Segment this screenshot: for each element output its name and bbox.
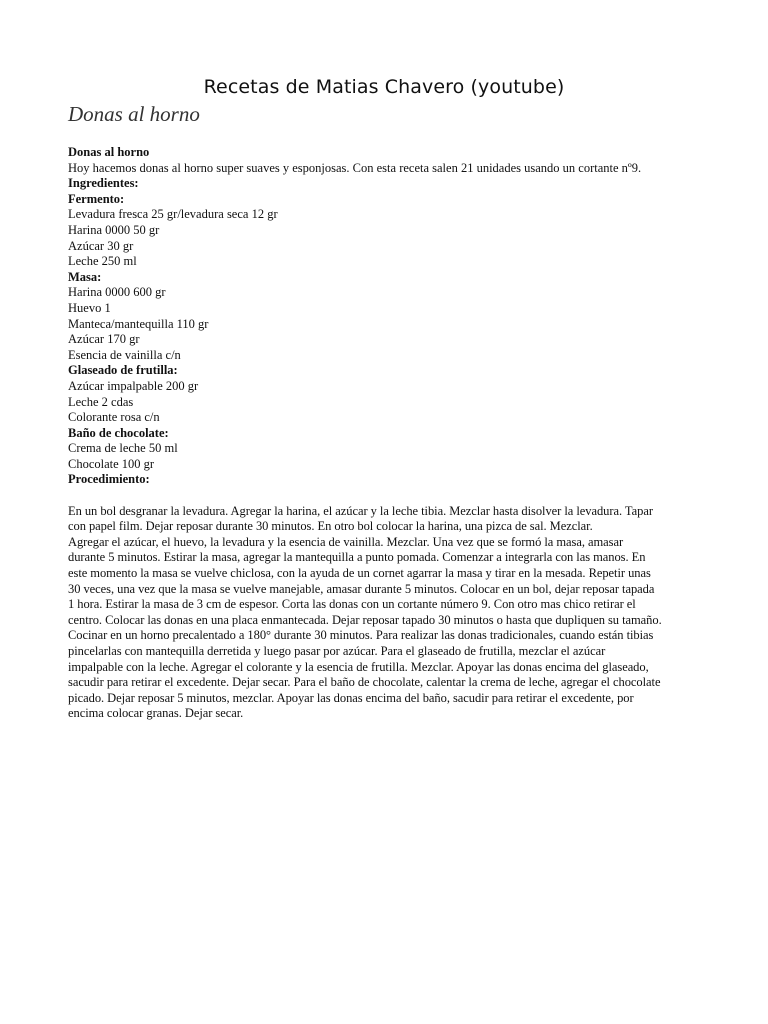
procedure-line: sacudir para retirar el excedente. Dejar secar. Para el baño de chocolate, calentar la crema de leche, agregar el chocolate bbox=[68, 675, 661, 690]
ingredient-item: Azúcar 170 gr bbox=[68, 332, 140, 347]
procedure-line: 1 hora. Estirar la masa de 3 cm de espesor. Corta las donas con un cortante número 9. Con otro mas chico retirar el bbox=[68, 597, 636, 612]
procedure-line: durante 5 minutos. Estirar la masa, agregar la mantequilla a punto pomada. Comenzar a integrarla con las manos. En bbox=[68, 550, 646, 565]
ingredient-item: Leche 2 cdas bbox=[68, 394, 134, 409]
ingredient-item: Manteca/mantequilla 110 gr bbox=[68, 316, 209, 331]
ingredients-label: Ingredientes: bbox=[68, 176, 139, 191]
paragraph-gap bbox=[68, 488, 708, 504]
document-title: Recetas de Matias Chavero (youtube) bbox=[203, 76, 565, 98]
ingredient-item: Crema de leche 50 ml bbox=[68, 441, 178, 456]
recipe-heading: Donas al horno bbox=[68, 145, 150, 159]
ingredient-item: Harina 0000 600 gr bbox=[68, 285, 166, 300]
ingredient-item: Azúcar 30 gr bbox=[68, 238, 134, 253]
procedimiento-label: Procedimiento: bbox=[68, 472, 150, 487]
ingredient-item: Colorante rosa c/n bbox=[68, 410, 160, 425]
ingredient-item: Chocolate 100 gr bbox=[68, 456, 155, 471]
fermento-label: Fermento: bbox=[68, 191, 125, 206]
recipe-body bbox=[68, 145, 708, 722]
procedure-line: Agregar el azúcar, el huevo, la levadura y la esencia de vainilla. Mezclar. Una vez que se formó la masa, amasar bbox=[68, 534, 624, 549]
procedure-line: En un bol desgranar la levadura. Agregar la harina, el azúcar y la leche tibia. Mezclar hasta disolver la levadura. Tapar bbox=[68, 503, 653, 518]
ingredient-item: Huevo 1 bbox=[68, 300, 111, 315]
procedure-line: 30 veces, una vez que la masa se vuelve manejable, amasar durante 5 minutos. Colocar en un bol, dejar reposar tapada bbox=[68, 581, 655, 596]
procedure-line: encima colocar granas. Dejar secar. bbox=[68, 706, 244, 721]
bano-label: Baño de chocolate: bbox=[68, 425, 169, 440]
procedure-line: este momento la masa se vuelve chiclosa, con la ayuda de un cornet agarrar la masa y tirar en la mesada. Repetir unas bbox=[68, 566, 651, 581]
procedure-line: Cocinar en un horno precalentado a 180° durante 30 minutos. Para realizar las donas tradicionales, cuando están tibias bbox=[68, 628, 654, 643]
recipe-intro: Hoy hacemos donas al horno super suaves y esponjosas. Con esta receta salen 21 unidades usando un cortante nº9. bbox=[68, 160, 642, 175]
procedure-line: con papel film. Dejar reposar durante 30 minutos. En otro bol colocar la harina, una pizca de sal. Mezclar. bbox=[68, 519, 593, 534]
procedure-line: pincelarlas con mantequilla derretida y luego pasar por azúcar. Para el glaseado de frutilla, mezclar el azúcar bbox=[68, 644, 606, 658]
ingredient-item: Leche 250 ml bbox=[68, 254, 137, 269]
ingredient-item: Esencia de vainilla c/n bbox=[68, 347, 181, 362]
masa-label: Masa: bbox=[68, 269, 102, 284]
procedure-paragraph bbox=[68, 504, 700, 722]
ingredient-item: Levadura fresca 25 gr/levadura seca 12 gr bbox=[68, 207, 278, 222]
glaseado-label: Glaseado de frutilla: bbox=[68, 363, 178, 378]
procedure-line: centro. Colocar las donas en una placa enmantecada. Dejar reposar tapado 30 minutos o hasta que dupliquen su tamaño. bbox=[68, 612, 662, 627]
ingredient-item: Azúcar impalpable 200 gr bbox=[68, 378, 199, 393]
procedure-line: picado. Dejar reposar 5 minutos, mezclar. Apoyar las donas encima del baño, sacudir para retirar el excedente, por bbox=[68, 690, 634, 705]
procedure-line: impalpable con la leche. Agregar el colorante y la esencia de frutilla. Mezclar. Apoyar las donas encima del glaseado, bbox=[68, 659, 649, 674]
recipe-subtitle: Donas al horno bbox=[68, 102, 200, 126]
ingredient-item: Harina 0000 50 gr bbox=[68, 222, 160, 237]
